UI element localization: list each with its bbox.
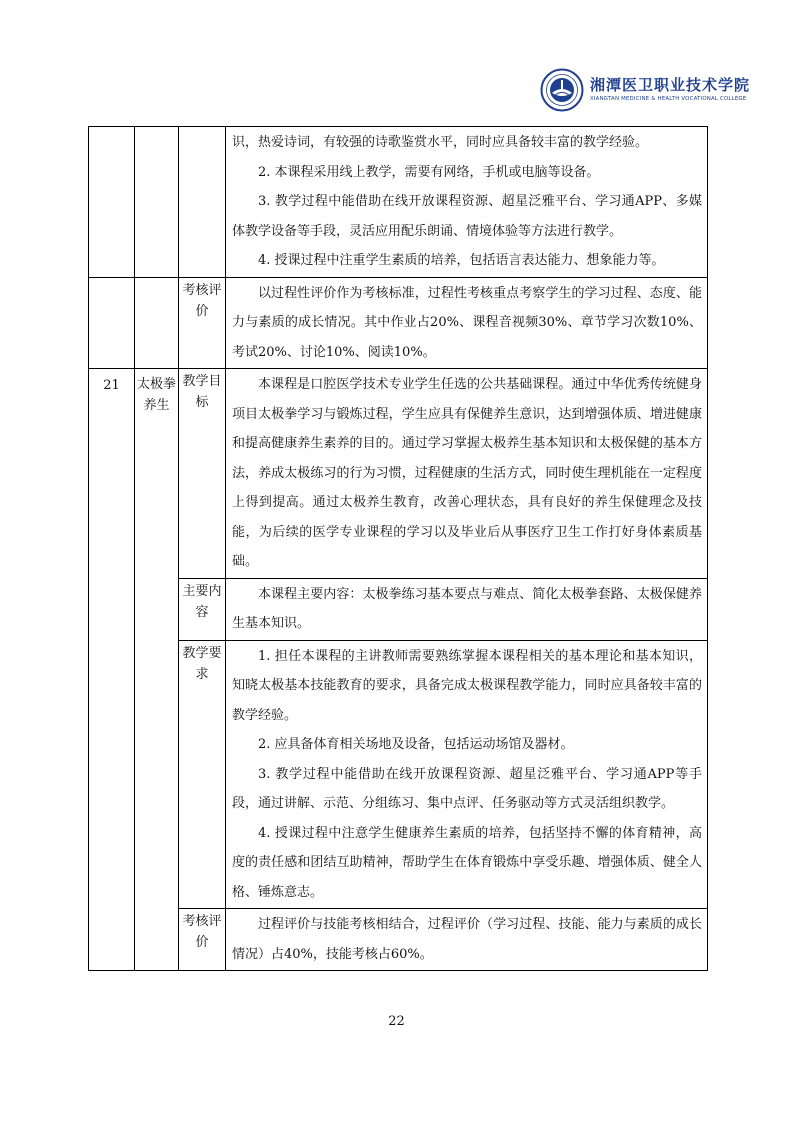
requirements-label: 教学要求 <box>179 640 226 909</box>
assessment-text: 以过程性评价作为考核标准，过程性考核重点考察学生的学习过程、态度、能力与素质的成长情况。其中作业占20%、课程音视频30%、章节学习次数10%、考试20%、讨论10%、阅读10%。 <box>232 285 702 360</box>
course-name: 太极拳养生 <box>135 369 179 971</box>
requirement-paragraph: 识，热爱诗词，有较强的诗歌鉴赏水平，同时应具备较丰富的教学经验。 <box>232 135 649 150</box>
requirement-paragraph: 1. 担任本课程的主讲教师需要熟练掌握本课程相关的基本理论和基本知识，知晓太极基本技能教育的要求，具备完成太极课程教学能力，同时应具备较丰富的教学经验。 <box>232 648 702 723</box>
requirement-paragraph: 2. 应具备体育相关场地及设备，包括运动场馆及器材。 <box>258 737 574 752</box>
requirement-paragraph: 3. 教学过程中能借助在线开放课程资源、超星泛雅平台、学习通APP、多媒体教学设备等手段，灵活应用配乐朗诵、情境体验等方法进行教学。 <box>232 194 702 239</box>
table-row <box>89 578 708 640</box>
course-number: 21 <box>89 369 135 971</box>
name-cell-continued <box>135 127 179 278</box>
label-cell-continued <box>179 127 226 278</box>
table-row <box>89 277 708 369</box>
objectives-cell <box>226 369 708 579</box>
table-row <box>89 369 708 579</box>
requirement-paragraph: 4. 授课过程中注意学生健康养生素质的培养，包括坚持不懈的体育精神，高度的责任感和团结互助精神，帮助学生在体育锻炼中享受乐趣、增强体质、健全人格、锤炼意志。 <box>232 825 702 900</box>
content-label: 主要内容 <box>179 578 226 640</box>
assessment-cell <box>226 909 708 971</box>
requirement-paragraph: 4. 授课过程中注重学生素质的培养，包括语言表达能力、想象能力等。 <box>258 253 665 268</box>
content-cell <box>226 578 708 640</box>
assessment-label: 考核评价 <box>179 909 226 971</box>
requirement-paragraph: 3. 教学过程中能借助在线开放课程资源、超星泛雅平台、学习通APP等手段，通过讲解、示范、分组练习、集中点评、任务驱动等方式灵活组织教学。 <box>232 766 702 811</box>
requirements-cell-continued <box>226 127 708 278</box>
objectives-label: 教学目标 <box>179 369 226 579</box>
college-emblem-icon <box>540 68 584 112</box>
table-row <box>89 640 708 909</box>
objectives-text: 本课程是口腔医学技术专业学生任选的公共基础课程。通过中华优秀传统健身项目太极拳学习与锻炼过程，学生应具有保健养生意识，达到增强体质、增进健康和提高健康养生素养的目的。通过学习掌握太极养生基本知识和太极保健的基本方法，养成太极练习的行为习惯，过程健康的生活方式，同时使生理机能在一定程度上得到提高。通过太极养生教育，改善心理状态，具有良好的养生保健理念及技能，为后续的医学专业课程的学习以及毕业后从事医疗卫生工作打好身体素质基础。 <box>232 377 702 569</box>
table-row <box>89 909 708 971</box>
college-name-en: XIANGTAN MEDICINE & HEALTH VOCATIONAL COLLEGE <box>590 96 747 102</box>
course-table <box>88 126 708 971</box>
number-cell-continued <box>89 127 135 278</box>
table-row <box>89 127 708 278</box>
requirement-paragraph: 2. 本课程采用线上教学，需要有网络，手机或电脑等设备。 <box>258 164 600 180</box>
assessment-cell <box>226 277 708 369</box>
page-number: 22 <box>388 1014 405 1029</box>
name-cell-continued <box>135 277 179 369</box>
college-name-cn: 湘潭医卫职业技术学院 <box>590 76 751 94</box>
requirements-cell <box>226 640 708 909</box>
college-logo <box>540 66 751 116</box>
content-text: 本课程主要内容：太极拳练习基本要点与难点、简化太极拳套路、太极保健养生基本知识。 <box>232 586 702 631</box>
assessment-text: 过程评价与技能考核相结合，过程评价（学习过程、技能、能力与素质的成长情况）占40%，技能考核占60%。 <box>232 917 702 962</box>
assessment-label: 考核评价 <box>179 277 226 369</box>
number-cell-continued <box>89 277 135 369</box>
